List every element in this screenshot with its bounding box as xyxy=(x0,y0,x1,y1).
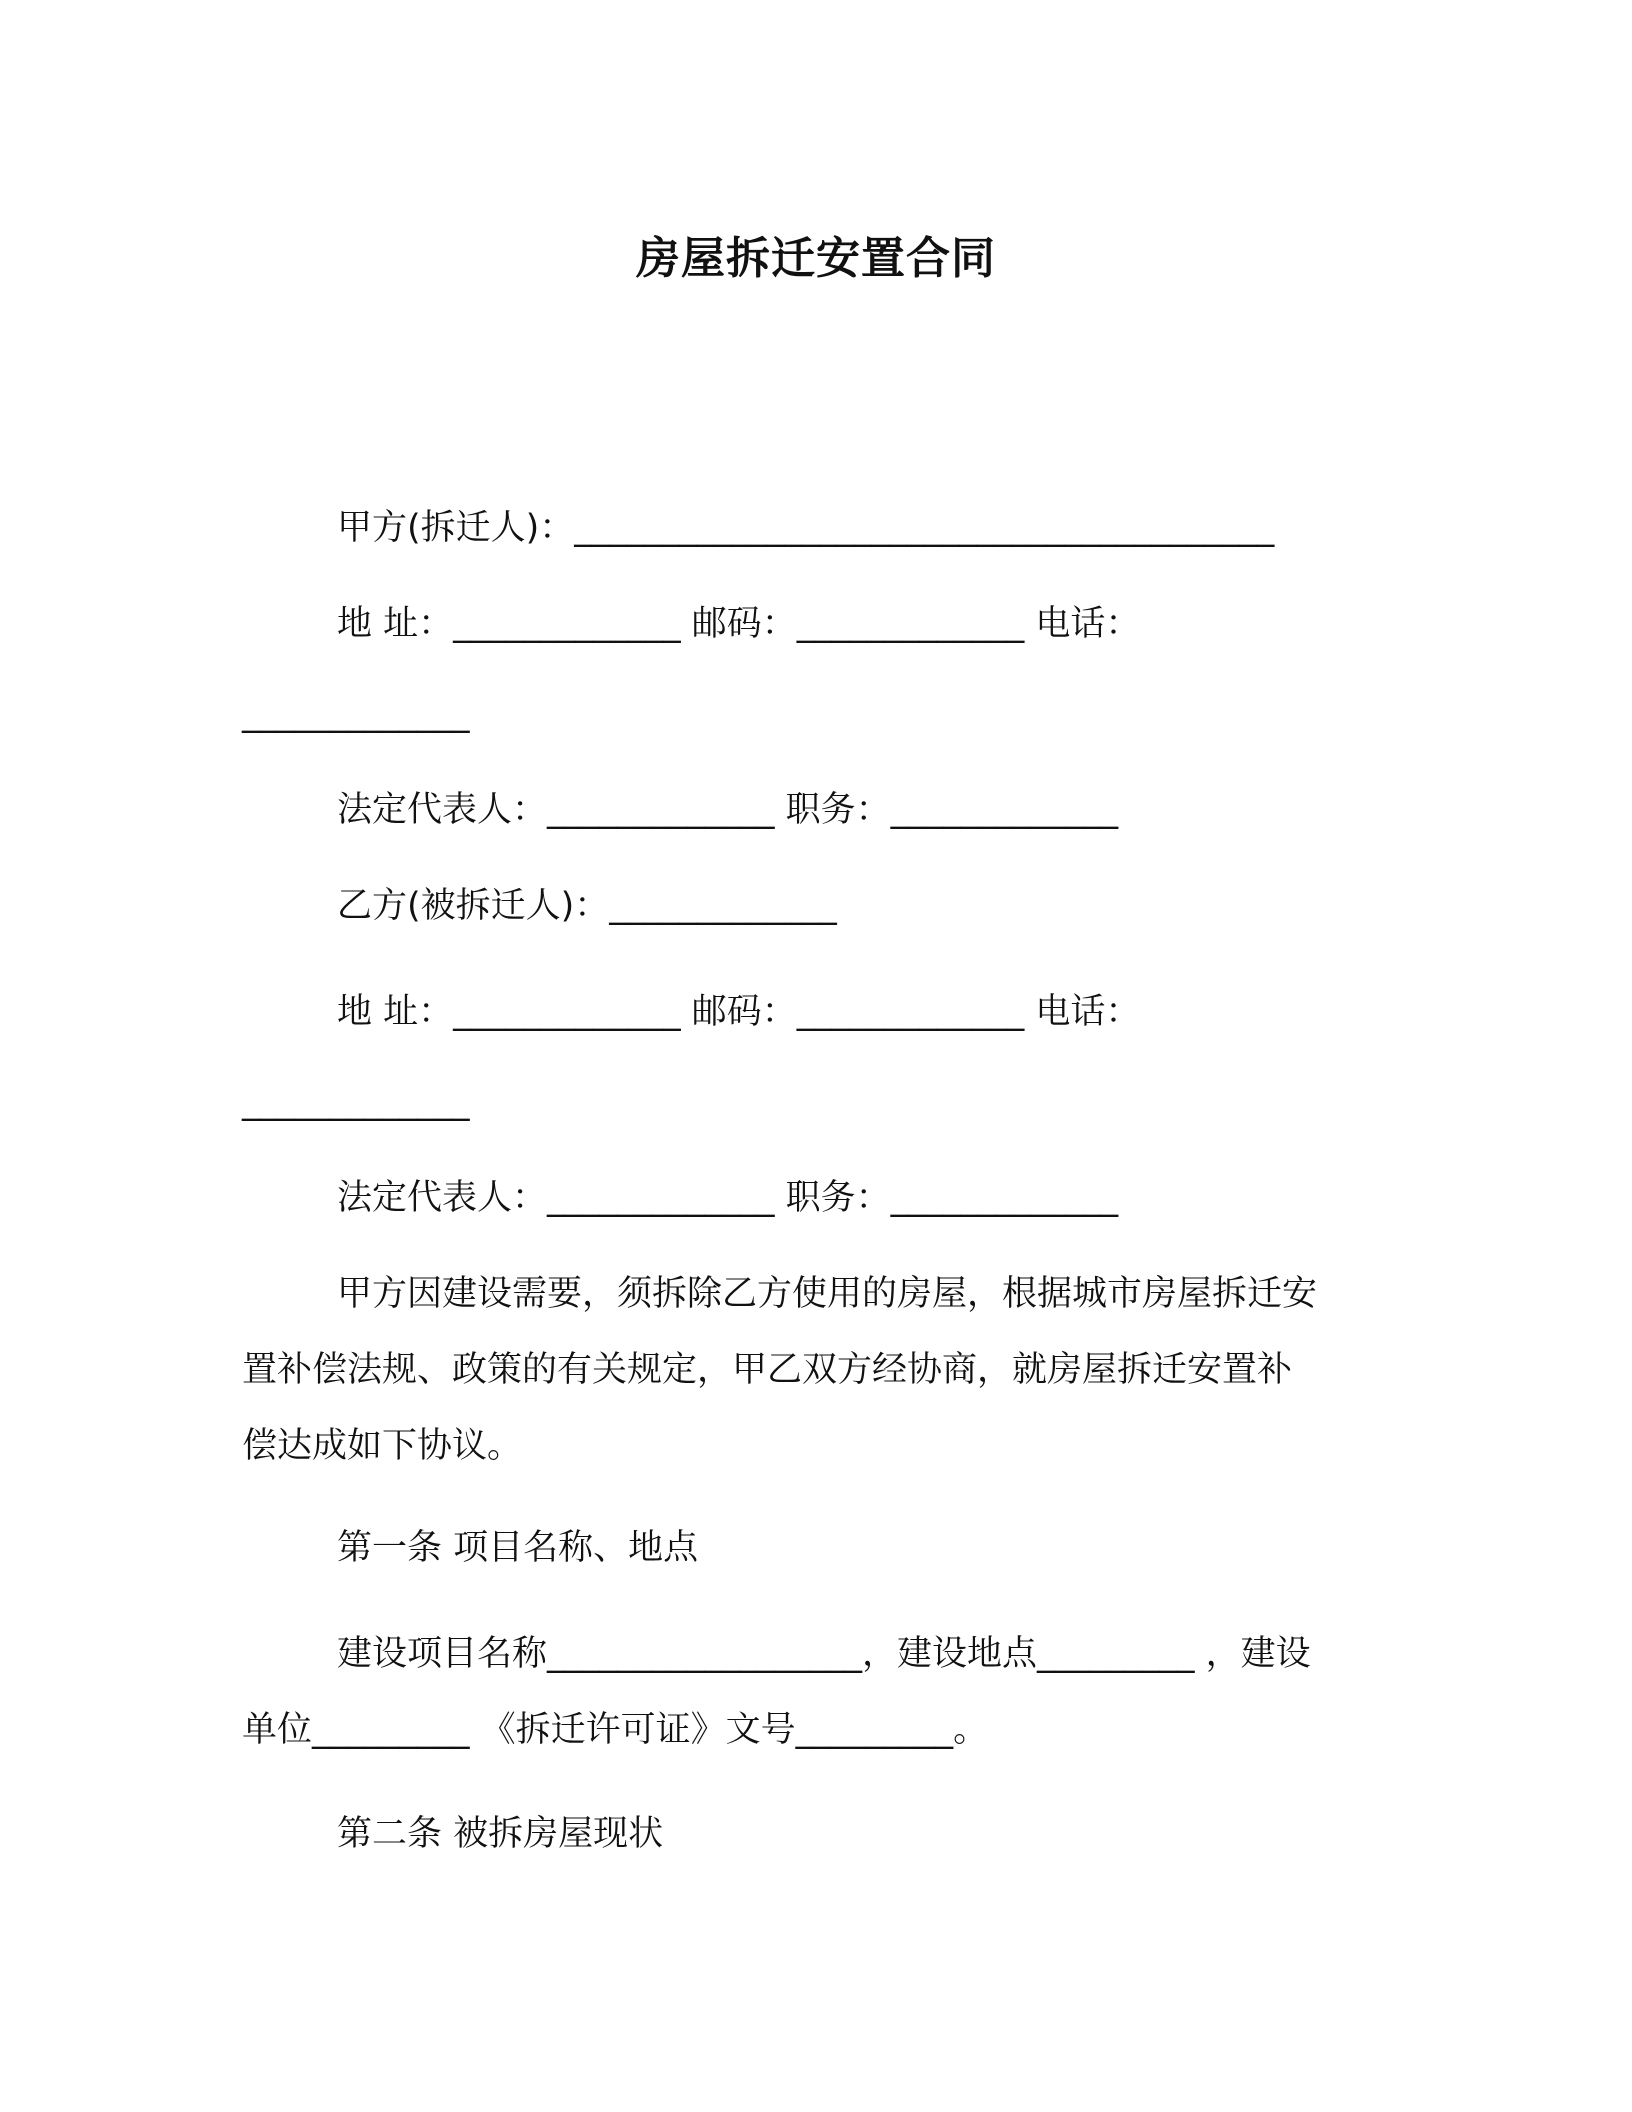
party-a-phone-blank: _____________ xyxy=(242,694,470,734)
article-1-heading: 第一条 项目名称、地点 xyxy=(337,1528,699,1568)
preamble-line-1: 甲方因建设需要，须拆除乙方使用的房屋，根据城市房屋拆迁安 xyxy=(337,1274,1318,1314)
party-b-name-line: 乙方(被拆迁人)：_____________ xyxy=(337,886,837,926)
document-title: 房屋拆迁安置合同 xyxy=(636,233,996,284)
preamble-line-3: 偿达成如下协议。 xyxy=(242,1426,523,1466)
party-b-phone-blank: _____________ xyxy=(242,1082,470,1122)
article-1-line-1: 建设项目名称__________________，建设地点_________ ，建设 xyxy=(337,1634,1311,1674)
party-a-representative-line: 法定代表人：_____________ 职务：_____________ xyxy=(337,790,1119,830)
party-b-representative-line: 法定代表人：_____________ 职务：_____________ xyxy=(337,1178,1119,1218)
party-a-address-line: 地 址：_____________ 邮码：_____________ 电话： xyxy=(337,604,1141,644)
party-a-name-line: 甲方(拆迁人)：________________________________________ xyxy=(337,508,1275,548)
article-1-line-2: 单位_________ 《拆迁许可证》文号_________。 xyxy=(242,1710,989,1750)
preamble-line-2: 置补偿法规、政策的有关规定，甲乙双方经协商，就房屋拆迁安置补 xyxy=(242,1350,1293,1390)
article-2-heading: 第二条 被拆房屋现状 xyxy=(337,1814,664,1854)
party-b-address-line: 地 址：_____________ 邮码：_____________ 电话： xyxy=(337,992,1141,1032)
